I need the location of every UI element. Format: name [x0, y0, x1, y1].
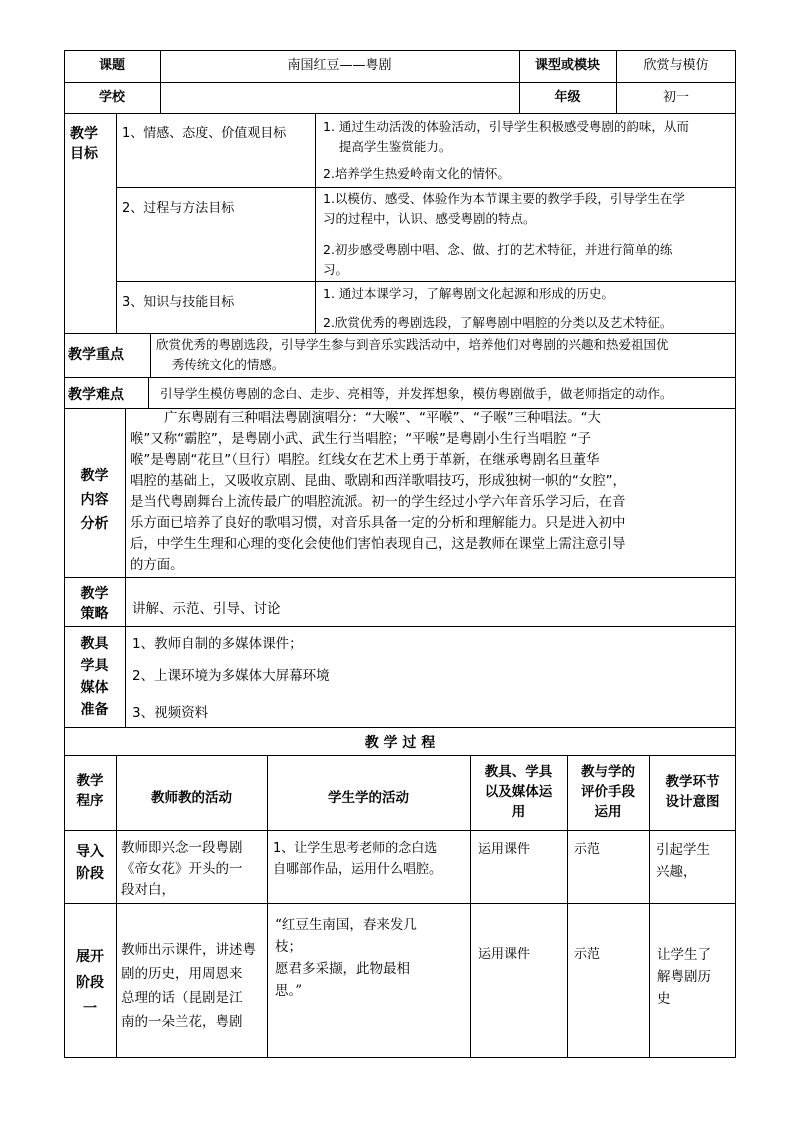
goals-label: 教学 目标 [70, 126, 98, 162]
col-divider [125, 408, 126, 727]
stage-label: 导入 阶段 [76, 844, 104, 882]
goal-name: 2、过程与方法目标 [122, 201, 235, 216]
lesson-type-value: 欣赏与模仿 [643, 58, 709, 73]
row-divider [64, 82, 736, 83]
row-divider [64, 830, 736, 831]
strategy-label: 教学 策略 [80, 586, 109, 622]
goal-text: 2.培养学生热爱岭南文化的情怀。 [323, 166, 510, 181]
difficulties-text: 引导学生模仿粤剧的念白、走步、亮相等，并发挥想象，模仿粤剧做手，做老师指定的动作。 [160, 386, 673, 401]
goal-text: 2.欣赏优秀的粤剧选段，了解粤剧中唱腔的分类以及艺术特征。 [323, 315, 673, 330]
row-divider [116, 187, 736, 188]
row-divider [64, 333, 736, 334]
row-divider [64, 903, 736, 904]
design-intent: 引起学生 兴趣， [656, 842, 710, 880]
goal-text: 2.初步感受粤剧中唱、念、做、打的艺术特征，并进行简单的练 习。 [323, 242, 673, 277]
student-activity: 1、让学生思考老师的念白选 自哪部作品，运用什么唱腔。 [273, 841, 443, 877]
row-divider [64, 626, 736, 627]
media-use: 运用课件 [478, 842, 531, 857]
topic-value: 南国红豆——粤剧 [287, 58, 392, 73]
process-title: 教 学 过 程 [364, 735, 436, 751]
row-divider [64, 727, 736, 728]
teacher-activity: 教师即兴念一段粤剧 《帝女花》开头的一 段对白， [121, 840, 243, 898]
row-divider [64, 113, 736, 114]
strategy-text: 讲解、示范、引导、讨论 [132, 601, 281, 617]
col-header-stage: 教学 程序 [76, 773, 104, 809]
teacher-activity: 教师出示课件，讲述粤 剧的历史，用周恩来 总理的话（昆剧是江 南的一朵兰花，粤剧 [121, 942, 256, 1030]
col-header-media: 教具、学具 以及媒体运 用 [484, 764, 553, 820]
row-divider [64, 377, 736, 378]
topic-label: 课题 [98, 58, 125, 73]
col-divider [116, 113, 117, 333]
stage-label: 展开 阶段 一 [76, 949, 104, 1017]
evaluation-method: 示范 [574, 947, 601, 962]
col-divider [148, 377, 149, 408]
media-use: 运用课件 [478, 947, 531, 962]
goal-name: 3、知识与技能目标 [122, 295, 235, 310]
grade-value: 初一 [662, 90, 689, 105]
key-points-text: 欣赏优秀的粤剧选段，引导学生参与到音乐实践活动中，培养他们对粤剧的兴趣和热爱祖国优 秀传统文化的情感。 [156, 337, 669, 372]
goal-name: 1、情感、态度、价值观目标 [122, 126, 287, 141]
media-item: 1、教师自制的多媒体课件； [132, 636, 303, 652]
media-item: 3、视频资料 [132, 705, 209, 721]
lesson-type-label: 课型或模块 [534, 58, 600, 73]
col-divider [150, 333, 151, 377]
student-activity: “红豆生南国，春来发几 枝； 愿君多采撷，此物最相 思。” [275, 917, 417, 999]
evaluation-method: 示范 [574, 842, 601, 857]
row-divider [64, 755, 736, 756]
content-analysis-text: 广东粤剧有三种唱法粤剧演唱分：“大喉”、“平喉”、“子喉”三种唱法。“大 喉”又称“霸腔”，是粤剧小武、武生行当唱腔；“平喉”是粤剧小生行当唱腔 “子 喉”是粤剧“花旦”（旦行）唱腔。红线女在艺术上勇于革新，在继承粤剧名旦董华 唱腔的基础上，又吸收京剧、昆曲、歌剧和西洋歌唱技巧，形成独树一帜的“女腔”， 是当代粤剧舞台上流传最广的唱腔流派。初一的学生经过小学六年音乐学习后，在音 乐方面已培养了良好的歌唱习惯，对音乐具备一定的分析和理解能力。只是进入初中 后，中学生生理和心理的变化会使他们害怕表现自己，这是教师在课堂上需注意引导 的方面。 [130, 411, 626, 573]
goal-text: 1.以模仿、感受、体验作为本节课主要的教学手段，引导学生在学 习的过程中，认识、感受粤剧的特点。 [323, 191, 685, 226]
media-label: 教具 学具 媒体 准备 [80, 636, 109, 718]
row-divider [116, 281, 736, 282]
difficulties-label: 教学难点 [68, 387, 124, 403]
row-divider [64, 577, 736, 578]
col-header-evaluation: 教与学的 评价手段 运用 [581, 764, 635, 820]
col-header-teacher: 教师教的活动 [151, 790, 232, 806]
school-label: 学校 [98, 90, 125, 105]
col-header-intent: 教学环节 设计意图 [665, 774, 720, 810]
content-analysis-label: 教学 内容 分析 [80, 468, 109, 532]
key-points-label: 教学重点 [68, 347, 124, 363]
col-divider [315, 113, 316, 333]
goal-text: 1. 通过生动活泼的体验活动，引导学生积极感受粤剧的韵味，从而 提高学生鉴赏能力。 [323, 119, 689, 154]
media-item: 2、上课环境为多媒体大屏幕环境 [132, 668, 330, 684]
design-intent: 让学生了 解粤剧历 史 [657, 947, 711, 1007]
goal-text: 1. 通过本课学习，了解粤剧文化起源和形成的历史。 [323, 286, 614, 301]
grade-label: 年级 [554, 90, 581, 105]
col-header-student: 学生学的活动 [328, 790, 409, 806]
